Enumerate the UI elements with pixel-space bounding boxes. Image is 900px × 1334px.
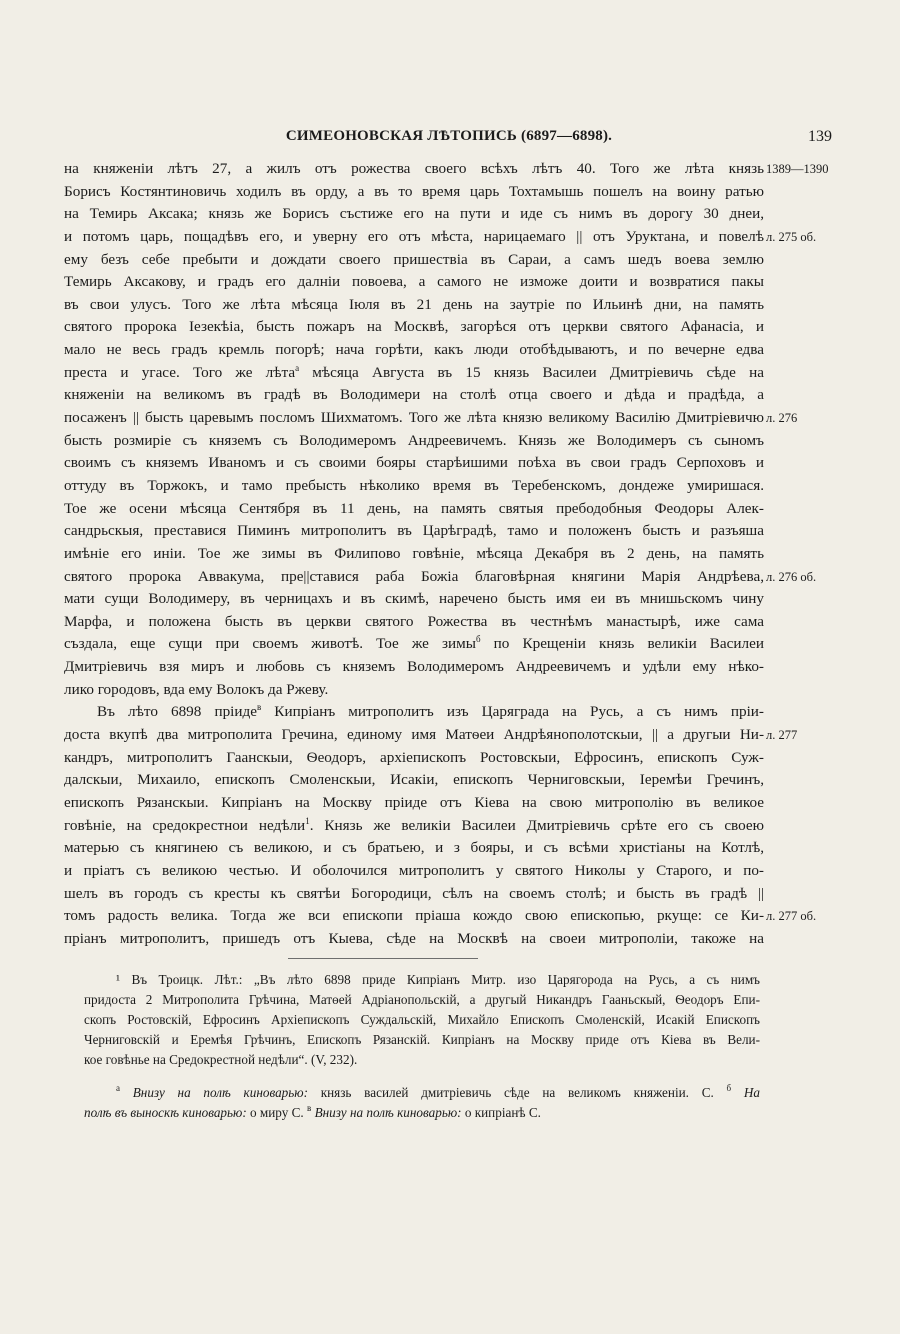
line-text-part: епископъ Рязанскыи. Кипріанъ на Москву пріиде отъ Кіева на свою митрополію въ великое [64, 793, 764, 811]
line-text [64, 181, 764, 204]
line-text [97, 701, 764, 724]
margin-note: 1389—1390 [766, 162, 829, 176]
text-line [64, 633, 764, 656]
text-line [64, 724, 798, 747]
text-line [64, 747, 764, 770]
note-marker: а [295, 362, 300, 373]
line-text [64, 158, 764, 181]
line-text-part: на Темирь Аксака; князь же Борисъ състиже его на пути и иде съ нимъ въ дорогу 30 днеи, [64, 205, 764, 223]
running-title: СИМЕОНОВСКАЯ ЛѢТОПИСЬ (6897—6898). [285, 128, 613, 144]
line-text-part: и потомъ царь, пощадѣвъ его, и уверну его отъ мѣста, нарицаемаго || отъ Уруктана, и повелѣ [64, 227, 764, 245]
text-line [64, 362, 764, 385]
line-text-part: въ свои улусъ. Того же лѣта мѣсяца Іюля въ 21 день на заутріе по Ильинѣ дни, на память [64, 295, 764, 313]
text-line [64, 452, 764, 475]
text-line [64, 543, 764, 566]
line-text [64, 362, 764, 385]
text-line [64, 316, 764, 339]
text-line [64, 860, 764, 883]
text-line [64, 339, 764, 362]
text-line [64, 249, 764, 272]
line-text-part: Темирь Аксакову, и градъ его далніи повоева, а самого не изможе доити и возвратися пакы [64, 273, 764, 291]
line-text-part: томъ радость велика. Тогда же вси епископи пріаша кождо свою епископью, ркуще: се Ки- [64, 907, 764, 925]
text-line [64, 181, 764, 204]
line-text [64, 860, 764, 883]
main-text [64, 158, 829, 950]
text-line [64, 792, 764, 815]
footnote-divider [288, 958, 478, 959]
footnote-line: кое говѣнье на Средокрестной недѣли“. (V, 232). [84, 1052, 358, 1067]
line-text [64, 815, 764, 838]
line-text-part: шелъ въ городъ съ кресты къ святѣи Богородици, сѣлъ на своемъ столѣ; и бысть въ градѣ || [64, 884, 764, 902]
apparatus-text: князь василей дмитріевичь сѣде на великомъ княженіи. С. [307, 1085, 714, 1100]
footnote-line: ¹ Въ Троицк. Лѣт.: „Въ лѣто 6898 приде Кипріанъ Митр. изо Царягорода на Русь, а съ нимъ [116, 972, 760, 987]
line-text [64, 837, 764, 860]
line-text-part: . Князь же великіи Василеи Дмитріевичь срѣте его съ своею [309, 816, 764, 834]
line-text [64, 226, 764, 249]
line-text [64, 520, 764, 543]
text-line [64, 883, 764, 906]
text-line [64, 271, 764, 294]
line-text [64, 543, 764, 566]
apparatus-label: Внизу на полѣ киноварью: [311, 1105, 462, 1120]
line-text-part: бысть розмиріе съ княземъ съ Володимеромъ Андреевичемъ. Князь же Володимеръ съ сыномъ [64, 431, 764, 449]
text-line [64, 226, 817, 249]
text-line [64, 430, 764, 453]
text-line [64, 701, 764, 724]
line-text-part: лико городовъ, вда ему Волокъ да Ржеву. [64, 680, 329, 698]
apparatus-label: Внизу на полѣ киноварью: [120, 1085, 308, 1100]
footnote-line: Черниговскій и Еремѣя Грѣчинъ, Епископъ Рязанскій. Кипріанъ на Москву приде отъ Кіева въ Вели- [84, 1032, 760, 1047]
text-line [64, 679, 764, 702]
line-text-part: оттуду въ Торжокъ, и тамо пребысть нѣколико время въ Теребенскомъ, дондеже умиришася. [64, 476, 764, 494]
line-text-part: Марфа, и положена бысть въ церкви святого Рожества въ честнѣмъ манастырѣ, иже сама [64, 612, 764, 630]
running-header [64, 128, 834, 152]
line-text [64, 747, 764, 770]
apparatus-notes [84, 1083, 760, 1123]
footnote-line: скопъ Ростовскій, Ефросинъ Архіепископъ Суждальскій, Михайло Епископъ Смоленскій, Исакій Епископъ [84, 1012, 760, 1027]
line-text-part: и пріатъ съ великою честью. И оболочился митрополитъ у святого Николы у Старого, и по- [64, 861, 764, 879]
apparatus-text: о кипріанѣ С. [461, 1105, 541, 1120]
line-text-part: по Крещеніи князь великіи Василеи [480, 635, 764, 653]
line-text-part: далскыи, Михаило, епископъ Смоленскыи, Исакіи, епископъ Черниговскыи, Іеремѣи Гречинъ, [64, 771, 764, 789]
line-text-part: говѣніе, на средокрестнои недѣли [64, 816, 306, 834]
text-line [64, 407, 798, 430]
line-text [64, 928, 764, 951]
line-text-part: мати сущи Володимеру, въ черницахъ и въ скимѣ, наречено бысть имя еи въ мнишьскомъ чину [64, 590, 764, 608]
line-text [64, 498, 764, 521]
apparatus-line [84, 1083, 760, 1103]
line-text-part: мало не весь градъ кремль погорѣ; нача горѣти, какъ люди отобѣдываютъ, и по вечерне едва [64, 341, 764, 359]
line-text-part: святого пророка Аввакума, пре||ставися раба Божіа благовѣрная княгини Марія Андрѣева, [64, 567, 764, 585]
line-text [64, 905, 764, 928]
text-line [64, 520, 764, 543]
margin-note: л. 276 об. [766, 569, 817, 584]
note-marker: в [256, 702, 262, 713]
line-text-part: преста и угасе. Того же лѣта [64, 363, 296, 381]
apparatus-label: На [731, 1085, 760, 1100]
margin-note: л. 276 [766, 411, 798, 426]
line-text-part: Тое же осени мѣсяца Сентября въ 11 день, на память святыя пребодобныя Феодоры Алек- [64, 499, 764, 517]
note-marker: 1 [305, 815, 310, 826]
footnotes [84, 970, 760, 1070]
line-text-part: ему безъ себе пребыти и дождати своего пришествіа въ Сараи, а самъ шедъ воева землю [64, 250, 764, 268]
line-text [64, 339, 764, 362]
line-text-part: Дмитріевичь взя миръ и любовь съ княземъ Володимеромъ Андреевичемъ и удѣли ему нѣко- [64, 658, 764, 676]
line-text-part: своимъ съ княземъ Иваномъ и съ своими бояры старѣишими поѣха въ свои градъ Серпоховъ и [64, 454, 764, 472]
line-text [64, 679, 764, 702]
line-text [64, 656, 764, 679]
note-marker: в [307, 1103, 312, 1113]
line-text [64, 203, 764, 226]
line-text [64, 792, 764, 815]
line-text [64, 316, 764, 339]
text-line [64, 294, 764, 317]
text-line [64, 656, 764, 679]
line-text [64, 384, 764, 407]
line-text-part: кандръ, митрополитъ Гаанскыи, Ѳеодоръ, архіепископъ Ростовскыи, Ефросинъ, епископъ Суж- [64, 748, 764, 766]
line-text [64, 475, 764, 498]
line-text [64, 633, 764, 656]
apparatus-text: о миру С. [246, 1105, 304, 1120]
page-number: 139 [808, 128, 832, 145]
text-line [64, 815, 764, 838]
text-line [64, 837, 764, 860]
line-text-part: матерью съ княгинею съ великою, и съ братьею, и з бояры, и съ всѣми христіаны на Котлѣ, [64, 839, 764, 857]
line-text [64, 452, 764, 475]
text-line [64, 384, 764, 407]
line-text-part: създала, еще сущи при своемъ животѣ. Тое же зимы [64, 635, 476, 653]
margin-note: л. 277 [766, 728, 798, 743]
line-text [64, 249, 764, 272]
text-line [64, 928, 764, 951]
line-text-part: мѣсяца Августа въ 15 князь Василеи Дмитріевичь сѣде на [299, 363, 764, 381]
line-text-part: имѣніе его иніи. Тое же зимы въ Филипово говѣніе, мѣсяца Декабря въ 2 день, на память [64, 544, 764, 562]
line-text-part: святого пророка Іезекѣіа, бысть пожаръ на Москвѣ, загорѣся отъ церкви святого Афанасіа, и [64, 318, 764, 336]
line-text-part: сандрьскыя, преставися Пиминъ митрополитъ въ Царѣградѣ, тамо и положенъ бысть и разъяша [64, 522, 764, 540]
text-line [64, 475, 764, 498]
margin-note: л. 277 об. [766, 909, 817, 924]
line-text [64, 566, 764, 589]
line-text [64, 769, 764, 792]
line-text [64, 294, 764, 317]
line-text-part: посаженъ || бысть царевымъ посломъ Шихматомъ. Того же лѣта князю великому Василію Дмитріевичю [64, 409, 764, 427]
line-text-part: доста вкупѣ два митрополита Гречина, единому имя Матѳеи Андрѣянополотскыи, || а другыи Ни- [64, 726, 764, 744]
text-line [64, 203, 764, 226]
line-text-part: Кипріанъ митрополитъ изъ Царяграда на Русь, а съ нимъ пріи- [261, 703, 764, 721]
line-text [64, 271, 764, 294]
line-text-part: Борисъ Костянтиновичь ходилъ въ орду, а въ то время царь Тохтамышь пошелъ на воину ратью [64, 182, 764, 200]
text-line [64, 158, 829, 181]
line-text-part: на княженіи лѣтъ 27, а жилъ отъ рожества своего всѣхъ лѣтъ 40. Того же лѣта князь [64, 160, 764, 177]
line-text [64, 430, 764, 453]
line-text [64, 611, 764, 634]
margin-note: л. 275 об. [766, 229, 817, 244]
text-line [64, 905, 817, 928]
line-text [64, 724, 764, 747]
apparatus-line [84, 1103, 760, 1123]
text-line [64, 769, 764, 792]
text-line [64, 498, 764, 521]
line-text-part: княженіи на великомъ въ градѣ въ Володимери на столѣ отца своего и дѣда и прадѣда, а [64, 386, 764, 404]
line-text-part: пріанъ митрополитъ, пришедъ отъ Кыева, сѣде на Москвѣ на своеи митрополіи, такожe на [64, 929, 764, 947]
text-line [64, 588, 764, 611]
text-line [64, 566, 817, 589]
line-text-part: Въ лѣто 6898 пріиде [97, 703, 257, 721]
note-marker: б [475, 634, 481, 645]
text-line [64, 611, 764, 634]
line-text [64, 588, 764, 611]
note-marker: б [726, 1083, 732, 1093]
line-text [64, 883, 764, 906]
line-text [64, 407, 764, 430]
footnote-line: придоста 2 Митрополита Грѣчина, Матѳей Адріанопольскій, а другый Никандръ Гааньскый, Ѳеодоръ Епи- [84, 992, 760, 1007]
apparatus-label: полѣ въ выноскѣ киноварью: [84, 1105, 247, 1120]
note-marker: а [116, 1083, 120, 1093]
